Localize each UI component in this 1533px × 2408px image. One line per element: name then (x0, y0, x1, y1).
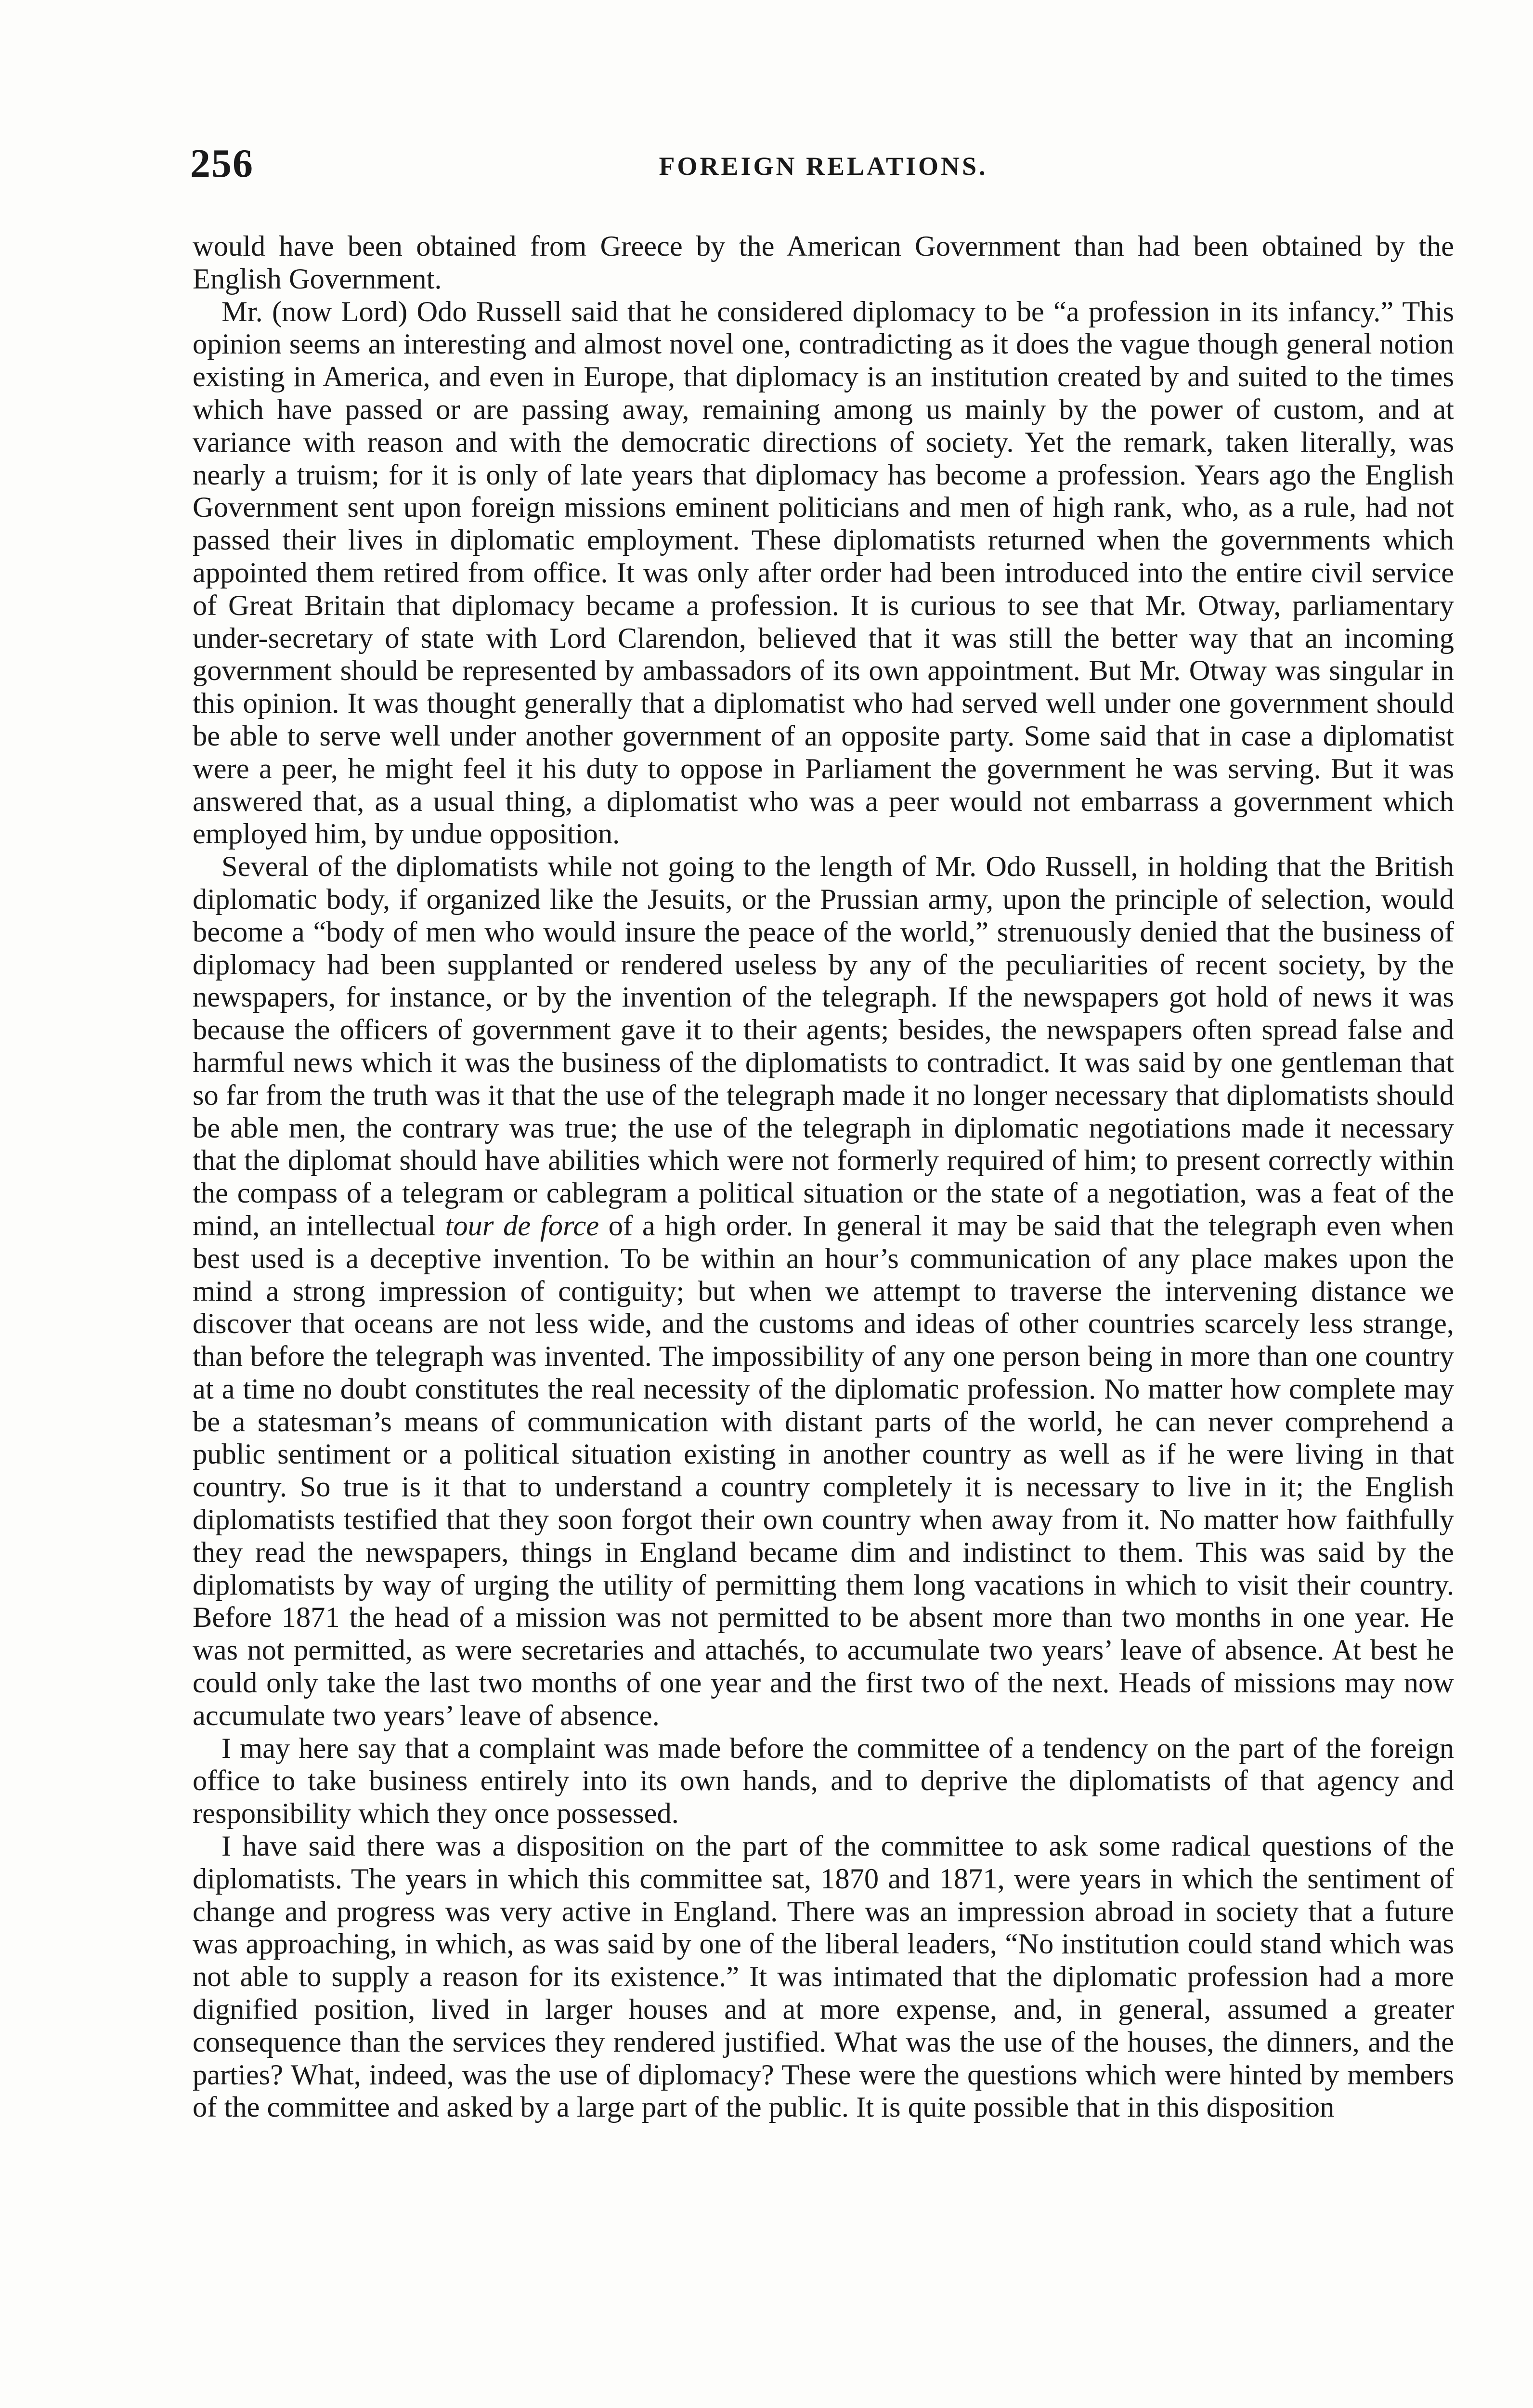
paragraph-telegraph (193, 851, 1454, 1732)
body-text (193, 230, 1454, 2124)
page-number: 256 (190, 141, 254, 186)
italic-phrase: tour de force (445, 1209, 599, 1242)
running-head: FOREIGN RELATIONS. (659, 152, 988, 181)
paragraph-continuation: would have been obtained from Greece by the American Government than had been obtained by the English Government. (193, 230, 1454, 295)
paragraph-telegraph-part-2: of a high order. In general it may be said that the telegraph even when best used is a deceptive invention. To be within an hour’s communication of any place makes upon the mind a strong impression of contiguity; but when we attempt to traverse the intervening distance we discover that oceans are not less wide, and the customs and ideas of other countries scarcely less strange, than before the telegraph was invented. The impossibility of any one person being in more than one country at a time no doubt constitutes the real necessity of the diplomatic profession. No matter how complete may be a statesman’s means of communication with distant parts of the world, he can never comprehend a public sentiment or a political situation existing in another country as well as if he were living in that country. So true is it that to understand a country completely it is necessary to live in it; the English diplomatists testified that they soon forgot their own country when away from it. No matter how faithfully they read the newspapers, things in England became dim and indistinct to them. This was said by the diplomatists by way of urging the utility of permitting them long vacations in which to visit their country. Before 1871 the head of a mission was not permitted to be absent more than two months in one year. He was not permitted, as were secretaries and attachés, to accumulate two years’ leave of absence. At best he could only take the last two months of one year and the first two of the next. Heads of missions may now accumulate two years’ leave of absence. (193, 1209, 1454, 1732)
paragraph-radical-questions: I have said there was a disposition on the part of the committee to ask some radical questions of the diplomatists. The years in which this committee sat, 1870 and 1871, were years in which the sentiment of change and progress was very active in England. There was an impression abroad in society that a future was approaching, in which, as was said by one of the liberal leaders, “No institution could stand which was not able to supply a reason for its existence.” It was intimated that the diplomatic profession had a more dignified position, lived in larger houses and at more expense, and, in general, assumed a greater consequence than the services they rendered justified. What was the use of the houses, the dinners, and the parties? What, indeed, was the use of diplomacy? These were the questions which were hinted by members of the committee and asked by a large part of the public. It is quite possible that in this disposition (193, 1830, 1454, 2124)
paragraph-odo-russell: Mr. (now Lord) Odo Russell said that he considered diplomacy to be “a profession in its infancy.” This opinion seems an interesting and almost novel one, contradicting as it does the vague though general notion existing in America, and even in Europe, that diplomacy is an institution created by and suited to the times which have passed or are passing away, remaining among us mainly by the power of custom, and at variance with reason and with the democratic directions of society. Yet the remark, taken literally, was nearly a truism; for it is only of late years that diplomacy has become a profession. Years ago the English Government sent upon foreign missions eminent politicians and men of high rank, who, as a rule, had not passed their lives in diplomatic employment. These diplomatists returned when the governments which appointed them retired from office. It was only after order had been introduced into the entire civil service of Great Britain that diplomacy became a profession. It is curious to see that Mr. Otway, parliamentary under-secretary of state with Lord Clarendon, believed that it was still the better way that an incoming government should be represented by ambassadors of its own appointment. But Mr. Otway was singular in this opinion. It was thought generally that a diplomatist who had served well under one government should be able to serve well under another government of an opposite party. Some said that in case a diplomatist were a peer, he might feel it his duty to oppose in Parliament the government he was serving. But it was answered that, as a usual thing, a diplomatist who was a peer would not embarrass a government which employed him, by undue opposition. (193, 295, 1454, 851)
page-header (190, 140, 1456, 193)
paragraph-foreign-office: I may here say that a complaint was made before the committee of a tendency on the part of the foreign office to take business entirely into its own hands, and to deprive the diplomatists of that agency and responsibility which they once possessed. (193, 1732, 1454, 1830)
paragraph-telegraph-part-1: Several of the diplomatists while not going to the length of Mr. Odo Russell, in holding that the British diplomatic body, if organized like the Jesuits, or the Prussian army, upon the principle of selection, would become a “body of men who would insure the peace of the world,” strenuously denied that the business of diplomacy had been supplanted or rendered useless by any of the peculiarities of recent society, by the newspapers, for instance, or by the invention of the telegraph. If the newspapers got hold of news it was because the officers of government gave it to their agents; besides, the newspapers often spread false and harmful news which it was the business of the diplomatists to contradict. It was said by one gentleman that so far from the truth was it that the use of the telegraph made it no longer necessary that diplomatists should be able men, the contrary was true; the use of the telegraph in diplomatic negotiations made it necessary that the diplomat should have abilities which were not formerly required of him; to present correctly within the compass of a telegram or cablegram a political situation or the state of a negotiation, was a feat of the mind, an intellectual (193, 851, 1454, 1242)
